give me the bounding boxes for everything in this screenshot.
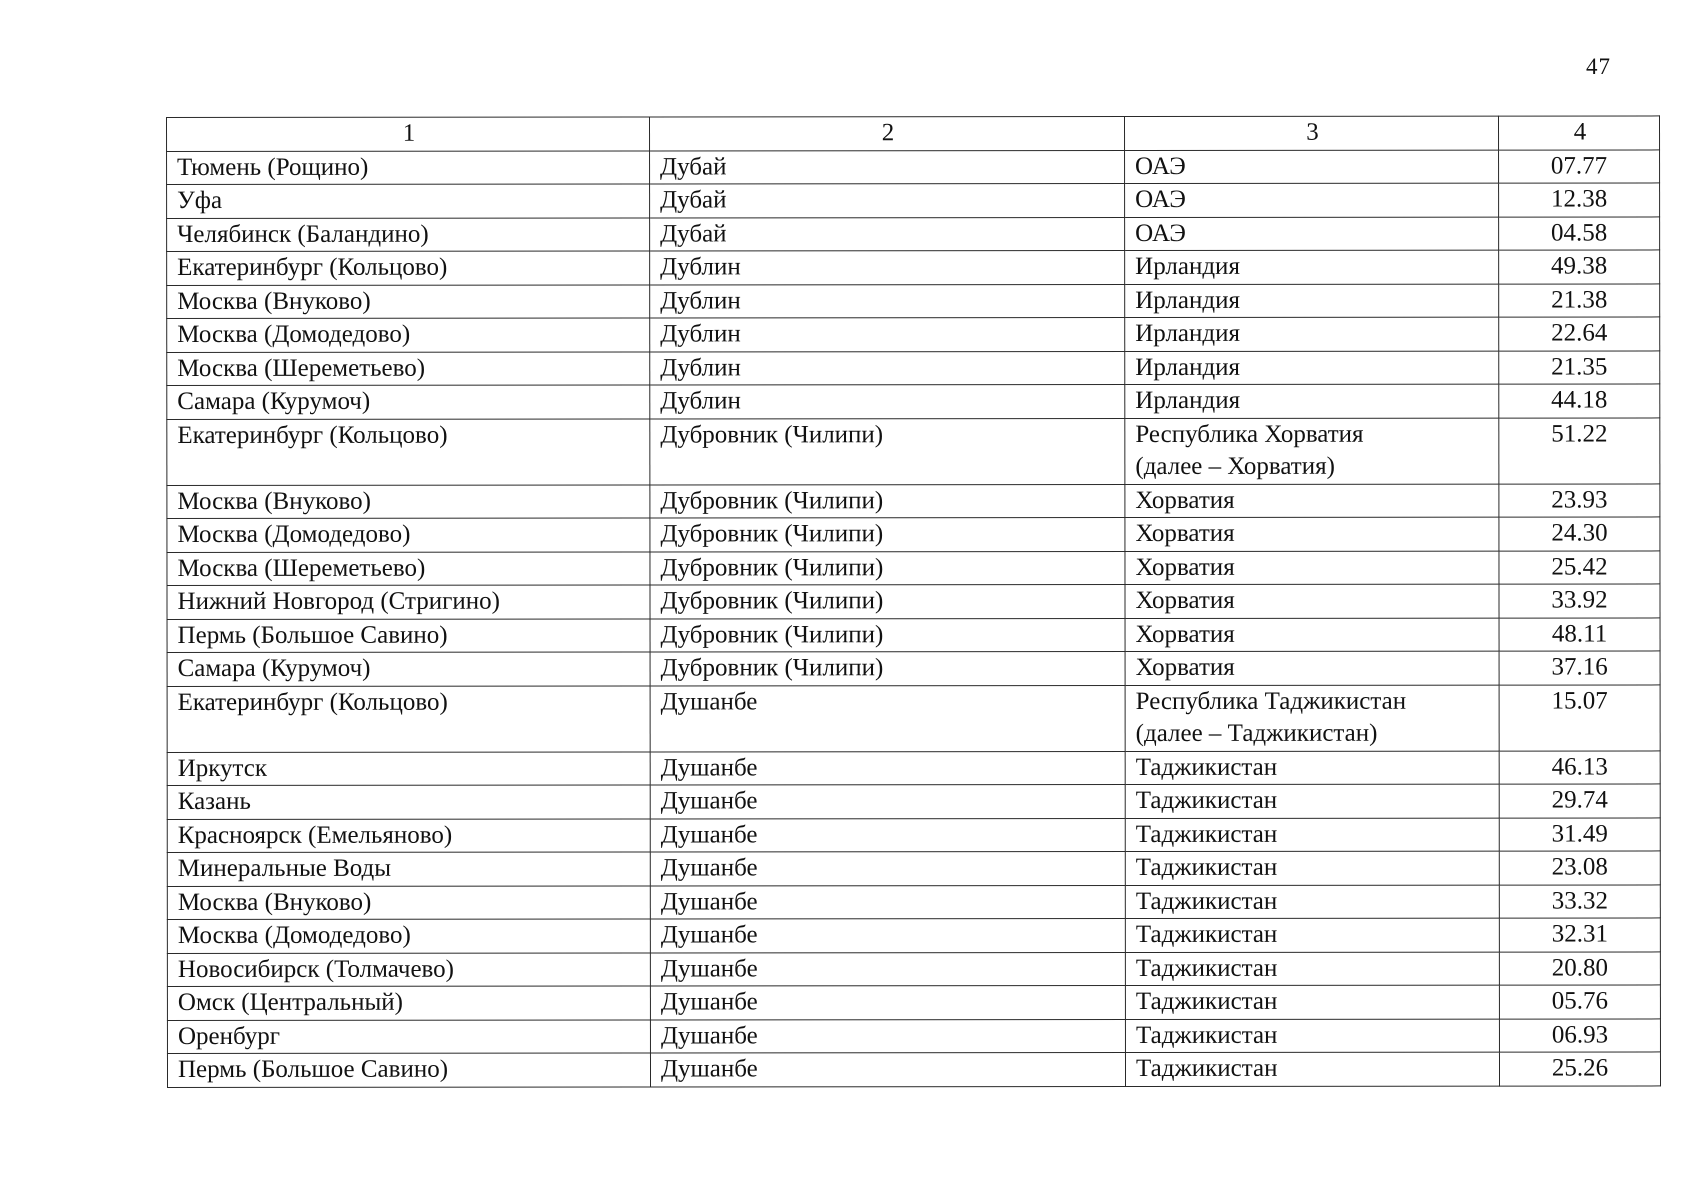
table-row: [167, 617, 1660, 652]
country-cell: Хорватия: [1125, 517, 1499, 551]
value-cell: 21.38: [1499, 283, 1660, 317]
country-cell: ОАЭ: [1125, 183, 1499, 217]
country-cell: Ирландия: [1125, 317, 1499, 351]
value-cell: 44.18: [1499, 384, 1660, 418]
origin-airport-cell: Оренбург: [167, 1019, 650, 1053]
table-row: [167, 384, 1660, 419]
tariff-table: [166, 115, 1661, 1087]
table-row: [167, 1018, 1660, 1053]
destination-city-cell: Дублин: [650, 384, 1125, 418]
page-number: 47: [1586, 54, 1611, 79]
value-cell: 05.76: [1499, 985, 1660, 1019]
origin-airport-cell: Екатеринбург (Кольцово): [167, 685, 650, 752]
table-row: [167, 884, 1660, 919]
country-cell: Таджикистан: [1125, 751, 1499, 785]
column-header-2: 2: [650, 116, 1125, 150]
country-cell: Ирландия: [1125, 351, 1499, 385]
country-cell: Ирландия: [1125, 284, 1499, 318]
value-cell: 21.35: [1499, 350, 1660, 384]
table-row: [167, 918, 1660, 953]
destination-city-cell: Дубровник (Чилипи): [650, 584, 1125, 618]
destination-city-cell: Дубровник (Чилипи): [650, 418, 1125, 484]
destination-city-cell: Душанбе: [650, 918, 1125, 952]
origin-airport-cell: Москва (Домодедово): [167, 518, 650, 552]
column-header-3: 3: [1125, 116, 1499, 150]
table-row: [167, 417, 1660, 485]
country-cell: Ирландия: [1125, 250, 1499, 284]
table-row: [167, 951, 1660, 986]
origin-airport-cell: Иркутск: [167, 751, 650, 785]
destination-city-cell: Дубай: [650, 150, 1125, 184]
value-cell: 33.32: [1499, 884, 1660, 918]
origin-airport-cell: Москва (Внуково): [167, 484, 650, 518]
destination-city-cell: Дубай: [650, 217, 1125, 251]
value-cell: 25.26: [1499, 1052, 1660, 1086]
destination-city-cell: Дублин: [650, 250, 1125, 284]
country-cell: Хорватия: [1125, 651, 1499, 685]
country-cell: Хорватия: [1125, 484, 1499, 518]
value-cell: 04.58: [1499, 216, 1660, 250]
table-row: [167, 550, 1660, 585]
value-cell: 23.93: [1499, 483, 1660, 517]
value-cell: 48.11: [1499, 617, 1660, 651]
table-row: [167, 216, 1660, 251]
value-cell: 07.77: [1499, 149, 1660, 183]
origin-airport-cell: Москва (Внуково): [167, 885, 650, 919]
origin-airport-cell: Уфа: [167, 184, 650, 218]
origin-airport-cell: Самара (Курумоч): [167, 385, 650, 419]
destination-city-cell: Душанбе: [650, 784, 1125, 818]
origin-airport-cell: Москва (Шереметьево): [167, 351, 650, 385]
table-row: [167, 317, 1660, 352]
destination-city-cell: Дублин: [650, 317, 1125, 351]
country-cell: Хорватия: [1125, 618, 1499, 652]
origin-airport-cell: Самара (Курумоч): [167, 652, 650, 686]
value-cell: 15.07: [1499, 684, 1660, 750]
table-row: [167, 350, 1660, 385]
country-cell: Таджикистан: [1125, 818, 1499, 852]
value-cell: 46.13: [1499, 750, 1660, 784]
value-cell: 20.80: [1499, 951, 1660, 985]
table-row: [167, 250, 1660, 285]
table-row: [167, 483, 1660, 518]
origin-airport-cell: Новосибирск (Толмачево): [167, 952, 650, 986]
country-cell: Ирландия: [1125, 384, 1499, 418]
table-row: [167, 684, 1660, 752]
destination-city-cell: Душанбе: [650, 1019, 1125, 1053]
destination-city-cell: Дубровник (Чилипи): [650, 551, 1125, 585]
country-cell: Таджикистан: [1125, 1019, 1499, 1053]
destination-city-cell: Душанбе: [650, 685, 1125, 751]
table-row: [167, 517, 1660, 552]
table-header-row: [167, 116, 1660, 151]
value-cell: 06.93: [1499, 1018, 1660, 1052]
destination-city-cell: Душанбе: [650, 851, 1125, 885]
country-cell: Таджикистан: [1125, 952, 1499, 986]
origin-airport-cell: Казань: [167, 785, 650, 819]
origin-airport-cell: Москва (Шереметьево): [167, 551, 650, 585]
destination-city-cell: Дубровник (Чилипи): [650, 618, 1125, 652]
origin-airport-cell: Омск (Центральный): [167, 986, 650, 1020]
origin-airport-cell: Тюмень (Рощино): [167, 150, 650, 184]
value-cell: 49.38: [1499, 250, 1660, 284]
origin-airport-cell: Москва (Домодедово): [167, 318, 650, 352]
origin-airport-cell: Пермь (Большое Савино): [167, 1053, 650, 1087]
origin-airport-cell: Минеральные Воды: [167, 852, 650, 886]
destination-city-cell: Душанбе: [650, 985, 1125, 1019]
country-cell: Таджикистан: [1125, 851, 1499, 885]
country-cell: Таджикистан: [1125, 784, 1499, 818]
destination-city-cell: Дубай: [650, 183, 1125, 217]
country-cell: Таджикистан: [1125, 985, 1499, 1019]
country-cell: ОАЭ: [1125, 150, 1499, 184]
country-cell: Хорватия: [1125, 551, 1499, 585]
value-cell: 32.31: [1499, 918, 1660, 952]
origin-airport-cell: Екатеринбург (Кольцово): [167, 251, 650, 285]
value-cell: 25.42: [1499, 550, 1660, 584]
origin-airport-cell: Челябинск (Баландино): [167, 217, 650, 251]
value-cell: 22.64: [1499, 317, 1660, 351]
table-row: [167, 985, 1660, 1020]
table-row: [167, 183, 1660, 218]
table-row: [167, 851, 1660, 886]
destination-city-cell: Душанбе: [650, 885, 1125, 919]
destination-city-cell: Душанбе: [650, 751, 1125, 785]
table-row: [167, 651, 1660, 686]
column-header-1: 1: [167, 117, 650, 151]
destination-city-cell: Душанбе: [650, 818, 1125, 852]
value-cell: 24.30: [1499, 517, 1660, 551]
origin-airport-cell: Пермь (Большое Савино): [167, 618, 650, 652]
table-row: [167, 750, 1660, 785]
country-cell: Таджикистан: [1125, 918, 1499, 952]
value-cell: 33.92: [1499, 584, 1660, 618]
origin-airport-cell: Красноярск (Емельяново): [167, 818, 650, 852]
country-cell: Таджикистан: [1125, 885, 1499, 919]
value-cell: 23.08: [1499, 851, 1660, 885]
country-cell: Республика Таджикистан (далее – Таджикистан): [1125, 685, 1499, 751]
country-cell: Таджикистан: [1125, 1052, 1499, 1086]
destination-city-cell: Дубровник (Чилипи): [650, 651, 1125, 685]
country-cell: Хорватия: [1125, 584, 1499, 618]
value-cell: 51.22: [1499, 417, 1660, 483]
destination-city-cell: Дублин: [650, 351, 1125, 385]
value-cell: 29.74: [1499, 784, 1660, 818]
destination-city-cell: Дубровник (Чилипи): [650, 484, 1125, 518]
column-header-4: 4: [1498, 116, 1659, 150]
origin-airport-cell: Москва (Внуково): [167, 284, 650, 318]
table-row: [167, 584, 1660, 619]
destination-city-cell: Душанбе: [650, 952, 1125, 986]
destination-city-cell: Дублин: [650, 284, 1125, 318]
origin-airport-cell: Екатеринбург (Кольцово): [167, 418, 650, 485]
table-row: [167, 283, 1660, 318]
destination-city-cell: Душанбе: [650, 1052, 1125, 1086]
origin-airport-cell: Москва (Домодедово): [167, 919, 650, 953]
table-row: [167, 149, 1660, 184]
table-row: [167, 784, 1660, 819]
country-cell: ОАЭ: [1125, 217, 1499, 251]
value-cell: 31.49: [1499, 817, 1660, 851]
value-cell: 12.38: [1499, 183, 1660, 217]
value-cell: 37.16: [1499, 651, 1660, 685]
country-cell: Республика Хорватия (далее – Хорватия): [1125, 418, 1499, 484]
table-body: [167, 149, 1661, 1087]
table-row: [167, 1052, 1660, 1087]
origin-airport-cell: Нижний Новгород (Стригино): [167, 585, 650, 619]
destination-city-cell: Дубровник (Чилипи): [650, 517, 1125, 551]
table-row: [167, 817, 1660, 852]
